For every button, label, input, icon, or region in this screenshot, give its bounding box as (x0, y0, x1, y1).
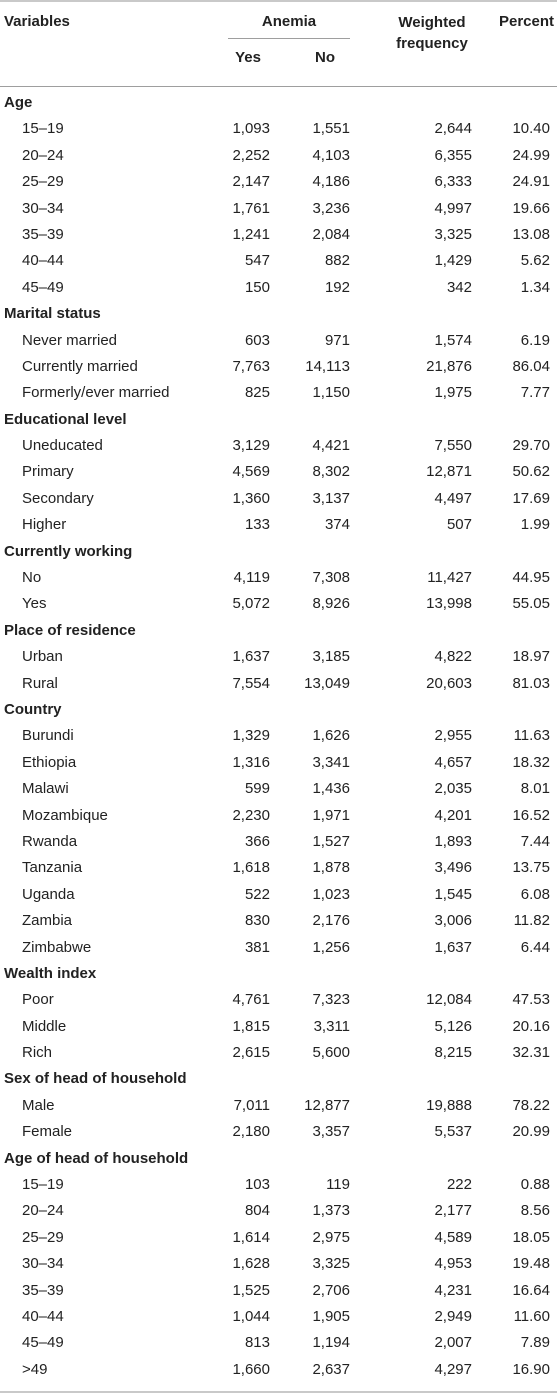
table-row (0, 907, 557, 933)
cell-weighted-frequency: 20,603 (426, 674, 472, 692)
cell-weighted-frequency: 1,574 (434, 331, 472, 349)
table-row (0, 247, 557, 273)
cell-anemia-yes: 804 (244, 1202, 270, 1220)
cell-weighted-frequency: 12,871 (426, 463, 472, 481)
cell-weighted-frequency: 4,201 (434, 806, 472, 824)
row-label: 20–24 (22, 146, 64, 164)
table-row (0, 379, 557, 405)
cell-anemia-no: 8,926 (312, 595, 350, 613)
row-label: Malawi (22, 780, 69, 798)
section-title: Currently working (4, 542, 133, 560)
cell-anemia-yes: 1,815 (232, 1017, 270, 1035)
section-title: Marital status (4, 305, 101, 323)
cell-anemia-yes: 1,660 (232, 1360, 270, 1378)
section-title: Educational level (4, 410, 127, 428)
cell-anemia-no: 1,256 (312, 938, 350, 956)
row-label: 45–49 (22, 1334, 64, 1352)
header-percent: Percent (498, 13, 554, 30)
row-label: 35–39 (22, 225, 64, 243)
cell-anemia-no: 1,626 (312, 727, 350, 745)
table-row (0, 749, 557, 775)
cell-percent: 7.44 (520, 832, 550, 850)
cell-anemia-yes: 150 (244, 278, 270, 296)
cell-anemia-no: 971 (324, 331, 350, 349)
cell-weighted-frequency: 13,998 (426, 595, 472, 613)
cell-percent: 78.22 (512, 1096, 550, 1114)
cell-anemia-no: 192 (324, 278, 350, 296)
cell-anemia-no: 3,341 (312, 753, 350, 771)
table-row (0, 590, 557, 616)
cell-weighted-frequency: 222 (446, 1176, 472, 1194)
cell-anemia-yes: 366 (244, 832, 270, 850)
section-header-row (0, 300, 557, 326)
cell-anemia-yes: 4,569 (232, 463, 270, 481)
cell-anemia-yes: 2,252 (232, 146, 270, 164)
cell-anemia-yes: 813 (244, 1334, 270, 1352)
cell-anemia-no: 1,150 (312, 384, 350, 402)
table-row (0, 115, 557, 141)
cell-percent: 18.05 (512, 1228, 550, 1246)
table-row (0, 722, 557, 748)
table-row (0, 142, 557, 168)
cell-weighted-frequency: 4,589 (434, 1228, 472, 1246)
cell-weighted-frequency: 2,644 (434, 120, 472, 138)
table-top-rule (0, 0, 557, 2)
cell-anemia-no: 3,325 (312, 1255, 350, 1273)
row-label: 20–24 (22, 1202, 64, 1220)
table-row (0, 1039, 557, 1065)
row-label: 30–34 (22, 1255, 64, 1273)
cell-anemia-no: 2,975 (312, 1228, 350, 1246)
cell-anemia-yes: 2,180 (232, 1123, 270, 1141)
cell-anemia-no: 2,706 (312, 1281, 350, 1299)
cell-anemia-no: 7,323 (312, 991, 350, 1009)
row-label: Middle (22, 1017, 67, 1035)
table-row (0, 168, 557, 194)
cell-weighted-frequency: 2,035 (434, 780, 472, 798)
cell-percent: 17.69 (512, 489, 550, 507)
row-label: >49 (22, 1360, 48, 1378)
row-label: Tanzania (22, 859, 83, 877)
cell-anemia-no: 1,551 (312, 120, 350, 138)
section-header-row (0, 89, 557, 115)
cell-anemia-no: 1,436 (312, 780, 350, 798)
cell-percent: 18.32 (512, 753, 550, 771)
cell-weighted-frequency: 8,215 (434, 1044, 472, 1062)
cell-anemia-yes: 1,614 (232, 1228, 270, 1246)
cell-percent: 6.44 (520, 938, 550, 956)
cell-percent: 8.01 (520, 780, 550, 798)
section-header-row (0, 617, 557, 643)
row-label: 30–34 (22, 199, 64, 217)
cell-anemia-no: 3,311 (313, 1017, 350, 1035)
cell-anemia-yes: 1,093 (232, 120, 270, 138)
cell-weighted-frequency: 1,975 (434, 384, 472, 402)
cell-anemia-no: 2,084 (312, 225, 350, 243)
cell-anemia-yes: 1,044 (232, 1307, 270, 1325)
table-row (0, 1171, 557, 1197)
cell-anemia-no: 7,308 (312, 569, 350, 587)
cell-percent: 19.66 (512, 199, 550, 217)
table-row (0, 353, 557, 379)
row-label: 40–44 (22, 252, 64, 270)
row-label: Rwanda (22, 832, 78, 850)
cell-anemia-no: 1,194 (312, 1334, 350, 1352)
header-weighted-line1: Weighted (398, 14, 466, 31)
table-row (0, 511, 557, 537)
cell-weighted-frequency: 4,231 (434, 1281, 472, 1299)
cell-anemia-no: 1,527 (312, 832, 350, 850)
cell-percent: 7.89 (520, 1334, 550, 1352)
cell-anemia-no: 5,600 (312, 1044, 350, 1062)
cell-anemia-yes: 5,072 (232, 595, 270, 613)
cell-anemia-yes: 3,129 (232, 437, 270, 455)
cell-anemia-no: 1,971 (312, 806, 350, 824)
cell-weighted-frequency: 4,822 (434, 648, 472, 666)
row-label: Ethiopia (22, 753, 77, 771)
cell-weighted-frequency: 12,084 (426, 991, 472, 1009)
table-row (0, 775, 557, 801)
row-label: Burundi (22, 727, 74, 745)
cell-percent: 11.63 (513, 727, 550, 745)
cell-percent: 24.99 (512, 146, 550, 164)
table-row (0, 1224, 557, 1250)
cell-anemia-yes: 2,615 (232, 1044, 270, 1062)
section-header-row (0, 696, 557, 722)
cell-anemia-yes: 522 (244, 885, 270, 903)
cell-anemia-yes: 1,329 (232, 727, 270, 745)
cell-percent: 16.64 (512, 1281, 550, 1299)
cell-anemia-no: 8,302 (312, 463, 350, 481)
table-row (0, 1303, 557, 1329)
row-label: 25–29 (22, 173, 64, 191)
cell-percent: 5.62 (520, 252, 550, 270)
cell-percent: 47.53 (512, 991, 550, 1009)
cell-weighted-frequency: 7,550 (434, 437, 472, 455)
cell-weighted-frequency: 2,007 (434, 1334, 472, 1352)
table-row (0, 881, 557, 907)
cell-weighted-frequency: 4,497 (434, 489, 472, 507)
cell-weighted-frequency: 3,496 (434, 859, 472, 877)
cell-weighted-frequency: 5,126 (434, 1017, 472, 1035)
table-row (0, 1118, 557, 1144)
cell-weighted-frequency: 2,177 (434, 1202, 472, 1220)
cell-percent: 16.52 (512, 806, 550, 824)
cell-percent: 6.19 (520, 331, 550, 349)
cell-anemia-yes: 1,525 (232, 1281, 270, 1299)
table-row (0, 1356, 557, 1382)
cell-weighted-frequency: 342 (446, 278, 472, 296)
row-label: Higher (22, 516, 67, 534)
cell-anemia-yes: 4,119 (233, 569, 270, 587)
section-title: Wealth index (4, 964, 97, 982)
row-label: 25–29 (22, 1228, 64, 1246)
cell-weighted-frequency: 4,297 (434, 1360, 472, 1378)
row-label: Uneducated (22, 437, 103, 455)
cell-percent: 6.08 (520, 885, 550, 903)
header-weighted-line2: frequency (396, 35, 468, 52)
row-label: Rural (22, 674, 58, 692)
table-row (0, 1013, 557, 1039)
cell-anemia-no: 1,023 (312, 885, 350, 903)
table-row (0, 221, 557, 247)
cell-weighted-frequency: 1,545 (434, 885, 472, 903)
cell-weighted-frequency: 1,429 (434, 252, 472, 270)
row-label: 45–49 (22, 278, 64, 296)
cell-weighted-frequency: 6,333 (434, 173, 472, 191)
cell-percent: 44.95 (512, 569, 550, 587)
cell-anemia-yes: 547 (244, 252, 270, 270)
cell-anemia-no: 3,236 (312, 199, 350, 217)
table-row (0, 934, 557, 960)
cell-weighted-frequency: 2,955 (434, 727, 472, 745)
cell-weighted-frequency: 6,355 (434, 146, 472, 164)
cell-percent: 0.88 (520, 1176, 550, 1194)
cell-weighted-frequency: 4,657 (434, 753, 472, 771)
cell-percent: 20.99 (512, 1123, 550, 1141)
cell-anemia-yes: 381 (244, 938, 270, 956)
section-header-row (0, 538, 557, 564)
cell-anemia-no: 2,176 (312, 912, 350, 930)
cell-anemia-yes: 1,316 (232, 753, 270, 771)
cell-anemia-no: 3,185 (312, 648, 350, 666)
section-header-row (0, 1065, 557, 1091)
cell-anemia-no: 882 (324, 252, 350, 270)
row-label: Yes (22, 595, 47, 613)
cell-weighted-frequency: 3,006 (434, 912, 472, 930)
section-header-row (0, 1145, 557, 1171)
row-label: Rich (22, 1044, 53, 1062)
header-bottom-rule (0, 86, 557, 87)
cell-anemia-no: 119 (326, 1176, 350, 1194)
cell-percent: 18.97 (512, 648, 550, 666)
row-label: Currently married (22, 357, 138, 375)
section-title: Age of head of household (4, 1149, 189, 1167)
cell-anemia-no: 14,113 (305, 357, 350, 375)
cell-anemia-no: 4,103 (312, 146, 350, 164)
cell-anemia-yes: 7,763 (232, 357, 270, 375)
table-body (0, 89, 557, 1382)
cell-anemia-yes: 599 (244, 780, 270, 798)
header-variables: Variables (4, 13, 70, 30)
cell-percent: 13.08 (512, 225, 550, 243)
header-yes: Yes (235, 49, 261, 66)
cell-anemia-no: 1,878 (312, 859, 350, 877)
row-label: 40–44 (22, 1307, 64, 1325)
row-label: Formerly/ever married (22, 384, 170, 402)
cell-anemia-yes: 103 (244, 1176, 270, 1194)
cell-anemia-yes: 825 (244, 384, 270, 402)
cell-anemia-no: 12,877 (304, 1096, 350, 1114)
row-label: Female (22, 1123, 73, 1141)
cell-anemia-yes: 7,554 (232, 674, 270, 692)
header-anemia: Anemia (261, 13, 317, 30)
cell-anemia-yes: 4,761 (232, 991, 270, 1009)
cell-weighted-frequency: 19,888 (426, 1096, 472, 1114)
section-header-row (0, 960, 557, 986)
cell-percent: 10.40 (512, 120, 550, 138)
section-header-row (0, 406, 557, 432)
cell-anemia-no: 2,637 (312, 1360, 350, 1378)
cell-anemia-no: 4,186 (312, 173, 350, 191)
table-bottom-rule (0, 1391, 557, 1393)
row-label: Urban (22, 648, 63, 666)
cell-percent: 86.04 (512, 357, 550, 375)
table-row (0, 195, 557, 221)
cell-weighted-frequency: 4,953 (434, 1255, 472, 1273)
cell-anemia-no: 3,137 (312, 489, 350, 507)
cell-anemia-yes: 7,011 (233, 1096, 270, 1114)
cell-anemia-no: 4,421 (312, 437, 350, 455)
table-row (0, 327, 557, 353)
cell-weighted-frequency: 21,876 (426, 357, 472, 375)
cell-anemia-yes: 133 (244, 516, 270, 534)
cell-anemia-yes: 1,360 (232, 489, 270, 507)
row-label: 15–19 (22, 120, 64, 138)
table-row (0, 1092, 557, 1118)
cell-anemia-yes: 1,761 (232, 199, 270, 217)
cell-weighted-frequency: 1,893 (434, 832, 472, 850)
header-weighted-frequency (384, 12, 480, 54)
section-title: Place of residence (4, 621, 136, 639)
row-label: Zimbabwe (22, 938, 92, 956)
header-no: No (315, 49, 335, 66)
cell-anemia-no: 1,373 (312, 1202, 350, 1220)
cell-percent: 16.90 (512, 1360, 550, 1378)
cell-percent: 55.05 (512, 595, 550, 613)
table-row (0, 274, 557, 300)
table-row (0, 828, 557, 854)
table-row (0, 1277, 557, 1303)
cell-percent: 50.62 (512, 463, 550, 481)
cell-weighted-frequency: 2,949 (434, 1307, 472, 1325)
cell-anemia-yes: 1,628 (232, 1255, 270, 1273)
cell-anemia-no: 1,905 (312, 1307, 350, 1325)
table-row (0, 458, 557, 484)
cell-percent: 11.60 (513, 1307, 550, 1325)
table-row (0, 854, 557, 880)
cell-percent: 7.77 (520, 384, 550, 402)
cell-percent: 11.82 (513, 912, 550, 930)
cell-percent: 19.48 (512, 1255, 550, 1273)
section-title: Country (4, 700, 62, 718)
table-row (0, 670, 557, 696)
row-label: Mozambique (22, 806, 108, 824)
row-label: Poor (22, 991, 54, 1009)
row-label: Zambia (22, 912, 73, 930)
table-row (0, 986, 557, 1012)
row-label: Primary (22, 463, 74, 481)
cell-anemia-no: 13,049 (304, 674, 350, 692)
cell-percent: 1.34 (520, 278, 550, 296)
cell-weighted-frequency: 507 (446, 516, 472, 534)
table-row (0, 1250, 557, 1276)
cell-percent: 81.03 (512, 674, 550, 692)
table-row (0, 432, 557, 458)
cell-weighted-frequency: 3,325 (434, 225, 472, 243)
section-title: Sex of head of household (4, 1070, 187, 1088)
cell-weighted-frequency: 5,537 (434, 1123, 472, 1141)
table-row (0, 564, 557, 590)
cell-percent: 32.31 (512, 1044, 550, 1062)
cell-percent: 24.91 (512, 173, 550, 191)
cell-anemia-yes: 830 (244, 912, 270, 930)
cell-weighted-frequency: 4,997 (434, 199, 472, 217)
cell-percent: 13.75 (512, 859, 550, 877)
cell-anemia-no: 3,357 (312, 1123, 350, 1141)
cell-anemia-yes: 2,147 (232, 173, 270, 191)
cell-percent: 29.70 (512, 437, 550, 455)
cell-percent: 8.56 (520, 1202, 550, 1220)
cell-weighted-frequency: 11,427 (427, 569, 472, 587)
table-row (0, 485, 557, 511)
row-label: Secondary (22, 489, 94, 507)
row-label: 35–39 (22, 1281, 64, 1299)
cell-weighted-frequency: 1,637 (434, 938, 472, 956)
row-label: Never married (22, 331, 118, 349)
cell-anemia-yes: 1,618 (232, 859, 270, 877)
table-row (0, 1197, 557, 1223)
cell-percent: 20.16 (512, 1017, 550, 1035)
anemia-group-rule (228, 38, 350, 39)
row-label: No (22, 569, 42, 587)
table-row (0, 802, 557, 828)
cell-anemia-no: 374 (324, 516, 350, 534)
row-label: Male (22, 1096, 55, 1114)
cell-anemia-yes: 2,230 (232, 806, 270, 824)
cell-anemia-yes: 1,241 (232, 225, 270, 243)
row-label: 15–19 (22, 1176, 64, 1194)
section-title: Age (4, 94, 33, 111)
table-row (0, 1329, 557, 1355)
cell-anemia-yes: 603 (244, 331, 270, 349)
table-row (0, 643, 557, 669)
row-label: Uganda (22, 885, 75, 903)
cell-percent: 1.99 (520, 516, 550, 534)
cell-anemia-yes: 1,637 (232, 648, 270, 666)
